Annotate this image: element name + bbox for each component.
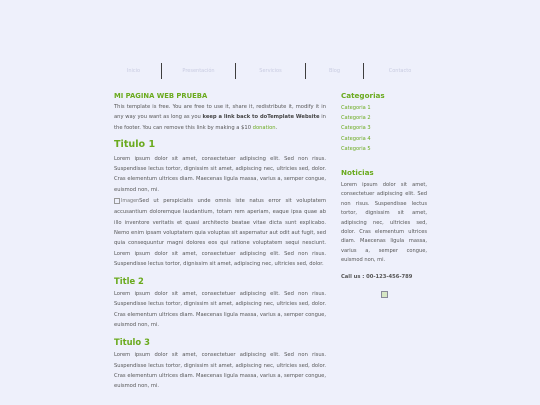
nav-item-servicios[interactable]: Servicios (236, 63, 306, 79)
intro-text-2: in the footer. You can remove this link by making a $10 (114, 114, 326, 131)
dotemplate-link[interactable]: keep a link back to doTemplate Website (202, 114, 320, 121)
categories-heading: Categorias (341, 91, 385, 100)
section1-paragraph: Lorem ipsum dolor sit amet, consectetuer adipiscing elit. Sed non risus. Suspendisse lectus tortor, dignissim sit amet, adipiscing nec, ultricies sed, dolor. Cras elementum ultrices diam. Maecenas ligula massa, varius a, semper congue, euismod non, mi. (114, 155, 326, 193)
nav-item-blog[interactable]: Blog (306, 63, 364, 79)
section2-heading: Title 2 (114, 276, 144, 287)
category-item-2[interactable]: Categoria 2 (341, 115, 371, 122)
intro-paragraph (114, 102, 326, 133)
category-item-1[interactable]: Categoria 1 (341, 105, 371, 111)
donation-link[interactable]: donation (252, 124, 276, 131)
site-title: MI PAGINA WEB PRUEBA (114, 92, 208, 100)
sidebar (341, 92, 427, 285)
section3-heading: Titulo 3 (114, 337, 150, 348)
category-item-5[interactable]: Categoria 5 (341, 145, 371, 152)
section2-paragraph: Lorem ipsum dolor sit amet, consectetuer adipiscing elit. Sed non risus. Suspendisse lectus tortor, dignissim sit amet, adipiscing nec, ultricies sed, dolor. Cras elementum ultrices diam. Maecenas ligula massa, varius a, semper congue, euismod non, mi. (114, 291, 326, 329)
news-heading: Noticias (341, 168, 374, 178)
category-item-4[interactable]: Categoria 4 (341, 135, 371, 142)
main-content (114, 92, 326, 392)
news-paragraph: Lorem ipsum dolor sit amet, consectetuer adipiscing elit. Sed non risus. Suspendisse lectus tortor, dignissim sit amet, adipiscing nec, ultricies sed, dolor. Cras elementum ultrices diam. Maecenas ligula massa, varius a, semper congue, euismod non, mi. (341, 182, 427, 264)
intro-text-1: This template is free. You are free to use it, share it, redistribute it, modify it in any way you want as long as you (114, 104, 326, 121)
section1-heading: Titulo 1 (114, 138, 156, 150)
call-us-text: Call us : 00-123-456-789 (341, 273, 413, 280)
nav-item-contacto[interactable]: Contacto (388, 68, 412, 74)
broken-image-icon: Imagen (114, 199, 139, 204)
nav-item-presentacion[interactable]: Presentación (162, 63, 236, 79)
category-item-3[interactable]: Categoria 3 (341, 125, 371, 132)
nav-item-inicio[interactable]: Inicio (106, 63, 162, 79)
intro-end: . (275, 124, 278, 131)
category-list (341, 103, 427, 154)
section1-text-2: Sed ut perspiciatis unde omnis iste natus error sit voluptatem accusantium doloremque laudantium, totam rem aperiam, eaque ipsa quae ab illo inventore veritatis et quasi architecto beatae vitae dicta sunt explicabo. Nemo enim ipsam voluptatem quia voluptas sit aspernatur aut odit aut fugit, sed quia consequuntur magni dolores eos qui ratione voluptatem sequi nesciunt. Lorem ipsum dolor sit amet, consectetuer adipiscing elit. Sed non risus. Suspendisse lectus tortor, dignissim sit amet, adipiscing nec, ultricies sed, dolor. (114, 198, 326, 267)
section3-paragraph: Lorem ipsum dolor sit amet, consectetuer adipiscing elit. Sed non risus. Suspendisse lectus tortor, dignissim sit amet, adipiscing nec, ultricies sed, dolor. Cras elementum ultrices diam. Maecenas ligula massa, varius a, semper congue, euismod non, mi. (114, 352, 326, 390)
sidebar-image (381, 291, 388, 298)
top-nav (106, 63, 436, 79)
section1-paragraph-2 (114, 196, 326, 269)
